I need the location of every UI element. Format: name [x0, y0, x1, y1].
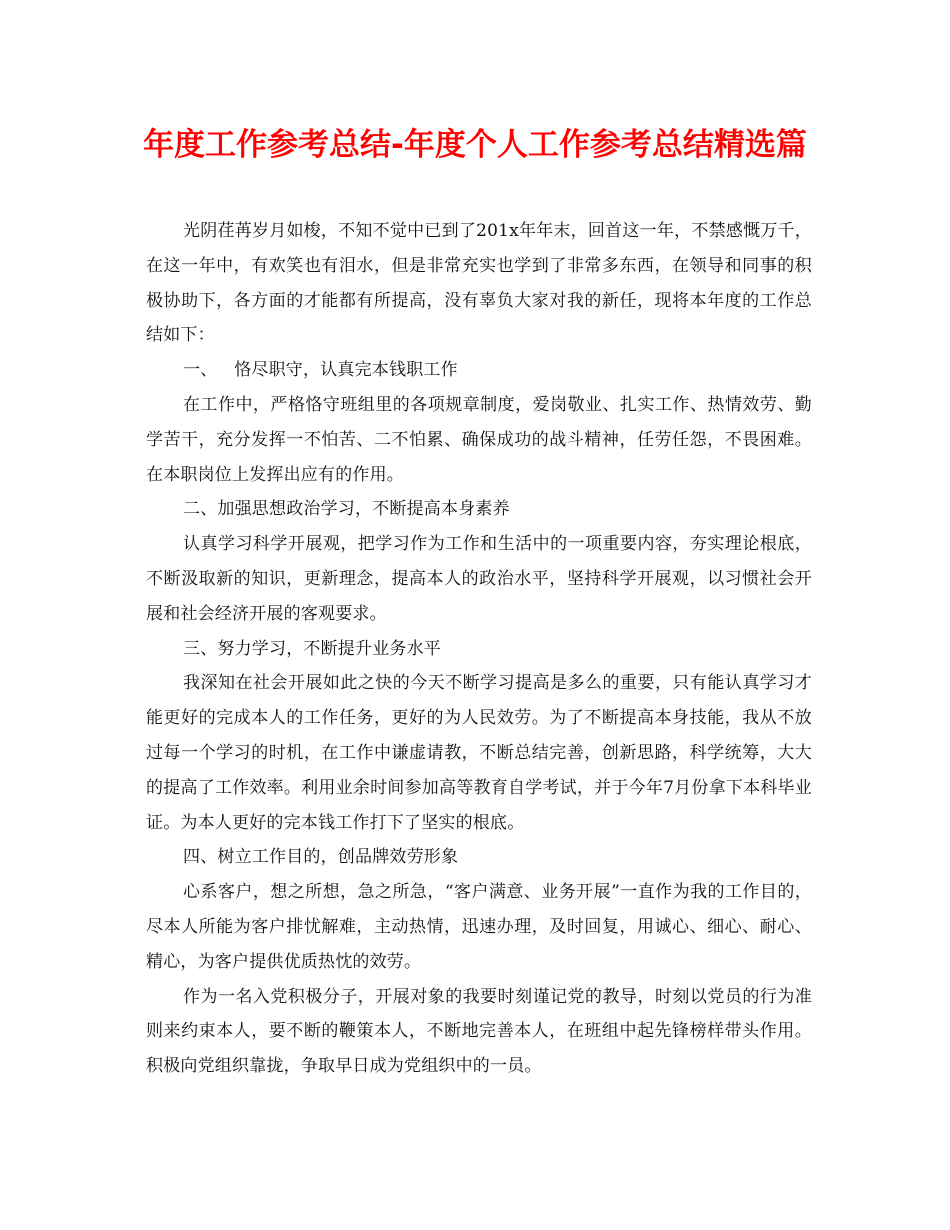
section-heading-1: 一、 恪尽职守，认真完本钱职工作 [183, 360, 458, 381]
section-heading-4: 四、树立工作目的，创品牌效劳形象 [183, 847, 459, 868]
section-heading-2: 二、加强思想政治学习，不断提高本身素养 [183, 499, 510, 520]
document-title: 年度工作参考总结-年度个人工作参考总结精选篇 [143, 127, 807, 163]
paragraph-section-3: 我深知在社会开展如此之快的今天不断学习提高是多么的重要，只有能认真学习才能更好的完成本人的工作任务，更好的为人民效劳。为了不断提高本身技能，我从不放过每一个学习的时机，在工作中谦虚请教，不断总结完善，创新思路，科学统筹，大大的提高了工作效率。利用业余时间参加高等教育自学考试，并于今年7月份拿下本科毕业证。为本人更好的完本钱工作打下了坚实的根底。 [146, 673, 812, 833]
paragraph-party: 作为一名入党积极分子，开展对象的我要时刻谨记党的教导，时刻以党员的行为准则来约束本人，要不断的鞭策本人，不断地完善本人，在班组中起先锋榜样带头作用。积极向党组织靠拢，争取早日成为党组织中的一员。 [146, 986, 812, 1077]
paragraph-section-1: 在工作中，严格恪守班组里的各项规章制度，爱岗敬业、扎实工作、热情效劳、勤学苦干，充分发挥一不怕苦、二不怕累、确保成功的战斗精神，任劳任怨，不畏困难。在本职岗位上发挥出应有的作用。 [146, 394, 812, 485]
document-body [146, 214, 812, 1084]
section-heading-3: 三、努力学习，不断提升业务水平 [183, 638, 441, 659]
paragraph-section-4: 心系客户，想之所想，急之所急，“客户满意、业务开展”一直作为我的工作目的，尽本人所能为客户排忧解难，主动热情，迅速办理，及时回复，用诚心、细心、耐心、精心，为客户提供优质热忱的效劳。 [146, 882, 812, 972]
paragraph-intro: 光阴荏苒岁月如梭，不知不觉中已到了201x年年末，回首这一年，不禁感慨万千，在这一年中，有欢笑也有泪水，但是非常充实也学到了非常多东西，在领导和同事的积极协助下，各方面的才能都有所提高，没有辜负大家对我的新任，现将本年度的工作总结如下： [146, 221, 812, 346]
paragraph-section-2: 认真学习科学开展观，把学习作为工作和生活中的一项重要内容，夯实理论根底，不断汲取新的知识，更新理念，提高本人的政治水平，坚持科学开展观，以习惯社会开展和社会经济开展的客观要求。 [146, 534, 812, 624]
